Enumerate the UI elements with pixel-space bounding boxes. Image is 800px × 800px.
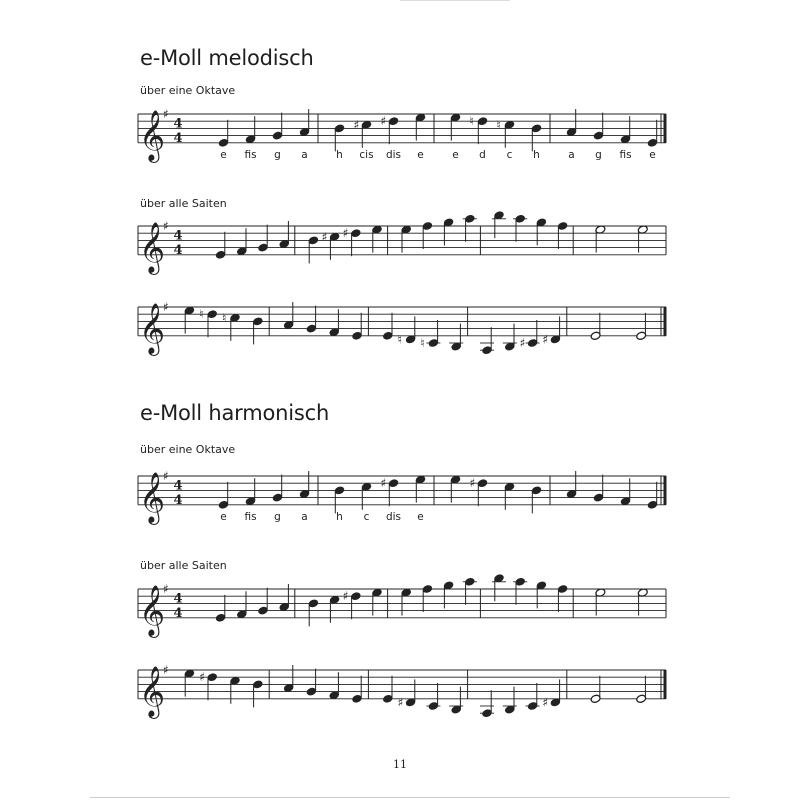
note-name-label: e — [220, 149, 227, 161]
sharp-accidental: ♯ — [519, 336, 526, 350]
note-name-label: h — [336, 511, 343, 523]
section-title-melodic: e-Moll melodisch — [140, 46, 314, 70]
note-name-label: e — [649, 149, 656, 161]
treble-clef-icon: 𝄞 — [139, 584, 166, 636]
time-signature-numerator: 4 — [173, 228, 183, 244]
sharp-accidental: ♯ — [321, 229, 328, 244]
subtitle-all-strings: über alle Saiten — [140, 197, 227, 210]
natural-accidental: ♮ — [397, 332, 402, 347]
treble-clef-icon: 𝄞 — [139, 221, 166, 273]
note-name-label: h — [533, 149, 540, 161]
key-signature-sharp: ♯ — [163, 219, 169, 233]
note-name-label: fis — [619, 149, 632, 161]
sharp-accidental: ♯ — [469, 476, 476, 491]
staff-system — [0, 656, 800, 736]
sharp-accidental: ♯ — [397, 695, 404, 710]
bottom-edge-line — [90, 797, 730, 798]
time-signature-denominator: 4 — [173, 130, 183, 146]
staff-system — [0, 575, 800, 655]
staff-system — [0, 462, 800, 542]
time-signature-denominator: 4 — [173, 242, 183, 258]
treble-clef-icon: 𝄞 — [139, 302, 166, 354]
subtitle-one-octave: über eine Oktave — [140, 443, 236, 456]
treble-clef-icon: 𝄞 — [139, 109, 166, 161]
page-number: 11 — [393, 758, 407, 771]
note-name-label: g — [274, 511, 281, 523]
key-signature-sharp: ♯ — [163, 663, 169, 677]
note-name-label: dis — [385, 511, 402, 523]
time-signature-numerator: 4 — [173, 478, 183, 494]
sharp-accidental: ♯ — [542, 332, 549, 347]
note-name-label: e — [417, 511, 424, 523]
note-name-label: a — [301, 149, 308, 161]
note-name-label: h — [336, 149, 343, 161]
note-name-label: e — [417, 149, 424, 161]
staff-system — [0, 293, 800, 373]
sharp-accidental: ♯ — [380, 114, 387, 129]
note-name-label: g — [274, 149, 281, 161]
subtitle-one-octave: über eine Oktave — [140, 84, 236, 97]
note-name-label: cis — [359, 149, 374, 161]
natural-accidental: ♮ — [496, 117, 501, 132]
note-name-label: dis — [385, 149, 402, 161]
natural-accidental: ♮ — [469, 114, 474, 129]
natural-accidental: ♮ — [420, 336, 425, 350]
natural-accidental: ♮ — [222, 310, 227, 325]
note-name-label: a — [301, 511, 308, 523]
key-signature-sharp: ♯ — [163, 469, 169, 483]
note-name-label: a — [568, 149, 575, 161]
note-name-label: fis — [244, 511, 257, 523]
time-signature-denominator: 4 — [173, 605, 183, 621]
sharp-accidental: ♯ — [342, 226, 349, 241]
note-name-label: c — [506, 149, 513, 161]
time-signature-numerator: 4 — [173, 116, 183, 132]
sharp-accidental: ♯ — [199, 670, 206, 685]
scan-artifact-line — [400, 0, 510, 1]
sharp-accidental: ♯ — [380, 476, 387, 491]
note-name-label: fis — [244, 149, 257, 161]
sharp-accidental: ♯ — [542, 695, 549, 710]
section-title-harmonic: e-Moll harmonisch — [140, 401, 330, 425]
treble-clef-icon: 𝄞 — [139, 471, 166, 523]
note-name-label: e — [452, 149, 459, 161]
staff-system — [0, 212, 800, 292]
time-signature-denominator: 4 — [173, 492, 183, 508]
treble-clef-icon: 𝄞 — [139, 665, 166, 717]
key-signature-sharp: ♯ — [163, 107, 169, 121]
time-signature-numerator: 4 — [173, 591, 183, 607]
note-name-label: g — [595, 149, 602, 161]
staff-system — [0, 100, 800, 180]
note-name-label: c — [363, 511, 370, 523]
natural-accidental: ♮ — [199, 307, 204, 322]
sharp-accidental: ♯ — [342, 589, 349, 604]
key-signature-sharp: ♯ — [163, 582, 169, 596]
note-name-label: e — [220, 511, 227, 523]
subtitle-all-strings: über alle Saiten — [140, 559, 227, 572]
note-name-label: d — [479, 149, 486, 161]
sharp-accidental: ♯ — [353, 117, 360, 132]
key-signature-sharp: ♯ — [163, 300, 169, 314]
